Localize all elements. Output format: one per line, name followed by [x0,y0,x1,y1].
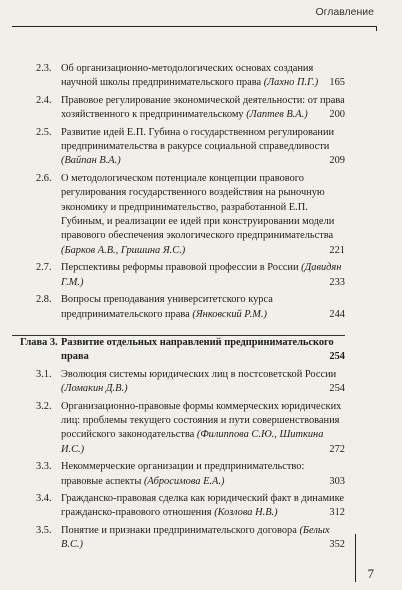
toc-entry-title: Организационно-правовые формы коммерческих юридических лиц: проблемы текущего состояния и пути совершенствования российского законодательства [61,400,342,441]
toc-entry[interactable] [0,172,345,258]
toc-entry[interactable] [0,293,345,322]
toc-entry-number: 2.3. [36,63,52,74]
header-title: Оглавление [315,6,374,18]
toc-chapter-heading[interactable] [0,336,345,365]
toc-entry-page: 352 [327,538,345,552]
toc-entry-title: Об организационно-методологических основах создания научной школы предпринимательского права [61,63,314,89]
chapter-title: Развитие отдельных направлений предпринимательского права [61,336,334,363]
toc-entry[interactable] [0,400,345,458]
toc-entry-author: (Ломакин Д.В.) [61,383,128,395]
toc-entry-page: 312 [327,506,345,520]
toc-entry-number: 2.7. [36,262,52,274]
toc-entry[interactable] [0,368,345,397]
toc-entry-author: (Абросимова Е.А.) [143,475,225,487]
toc-entry-page: 303 [327,475,345,489]
toc-entry-title: Некоммерческие организации и предпринимательство: правовые аспекты [61,461,305,487]
toc-entry-title: О методологическом потенциале концепции правового регулирования государственного воздействия на рыночную экономику и предпринимательство, разработанной Е.П. Губиным, и реализации ее идей при конструировании модели правового обеспечения экологического предпринимательства [61,172,335,242]
toc-entry-title: Понятие и признаки предпринимательского договора [61,524,297,536]
toc-entry[interactable] [0,261,345,290]
chapter-page: 254 [329,351,345,363]
toc-entry-number: 2.8. [36,294,52,306]
chapter-number: Глава 3. [20,336,58,348]
toc-entry-author: (Лахно П.Г.) [263,77,319,89]
toc-entry[interactable] [0,460,345,489]
toc-entry-author: (Филиппова С.Ю., Шиткина И.С.) [61,429,324,455]
toc-entry-author: (Лаптев В.А.) [246,109,308,121]
toc-entry-number: 3.2. [36,400,52,412]
toc-entry-title: Перспективы реформы правовой профессии в России [61,262,299,274]
toc-entry-title: Гражданско-правовая сделка как юридический факт в динамике гражданско-правового отношения [61,492,344,519]
toc-entry-number: 3.3. [36,461,52,473]
toc-entry-page: 233 [327,276,345,290]
toc-entry-page: 209 [327,154,345,168]
toc-entry-author: (Давидян Г.М.) [61,262,342,288]
toc-entry-page: 221 [327,244,345,258]
toc-entry-title: Эволюция системы юридических лиц в постсоветской России [61,368,337,380]
toc-entry-author: (Янковский Р.М.) [192,308,267,320]
toc-entry-number: 2.4. [36,94,52,106]
page-number: 7 [367,566,374,581]
toc-entry-author: (Вайпан В.А.) [61,155,121,167]
toc-entry-number: 2.6. [36,172,52,184]
chapter-divider [12,335,345,336]
toc-entry[interactable] [0,62,345,91]
toc-entry-page: 244 [327,308,345,322]
toc-entry-title: Правовое регулирование экономической деятельности: от права хозяйственного к предпринимательскому [61,94,345,121]
toc-entry-title: Вопросы преподавания университетского курса предпринимательского права [61,294,273,320]
toc-entry-page: 254 [327,382,345,396]
toc-entry[interactable] [0,492,345,521]
toc-entry-title: Развитие идей Е.П. Губина о государственном регулировании предпринимательства в ракурсе социальной справедливости [61,126,335,153]
toc-entry-author: (Козлова Н.В.) [214,507,278,519]
toc-entry-number: 2.5. [36,126,52,138]
toc-entry[interactable] [0,94,345,123]
header-side-rule [376,26,377,31]
toc-entry-author: (Белых В.С.) [61,524,330,551]
toc-entry[interactable] [0,524,345,553]
toc-entry[interactable] [0,126,345,169]
table-of-contents [0,62,402,556]
toc-entry-page: 272 [327,443,345,457]
footer-rule [355,534,356,582]
toc-entry-page: 165 [327,76,345,90]
toc-entry-number: 3.5. [36,524,52,536]
toc-entry-number: 3.4. [36,492,52,504]
toc-entry-number: 3.1. [36,368,52,380]
header-rule [12,26,376,27]
toc-entry-author: (Барков А.В., Гришина Я.С.) [61,244,186,256]
toc-entry-page: 200 [327,108,345,122]
